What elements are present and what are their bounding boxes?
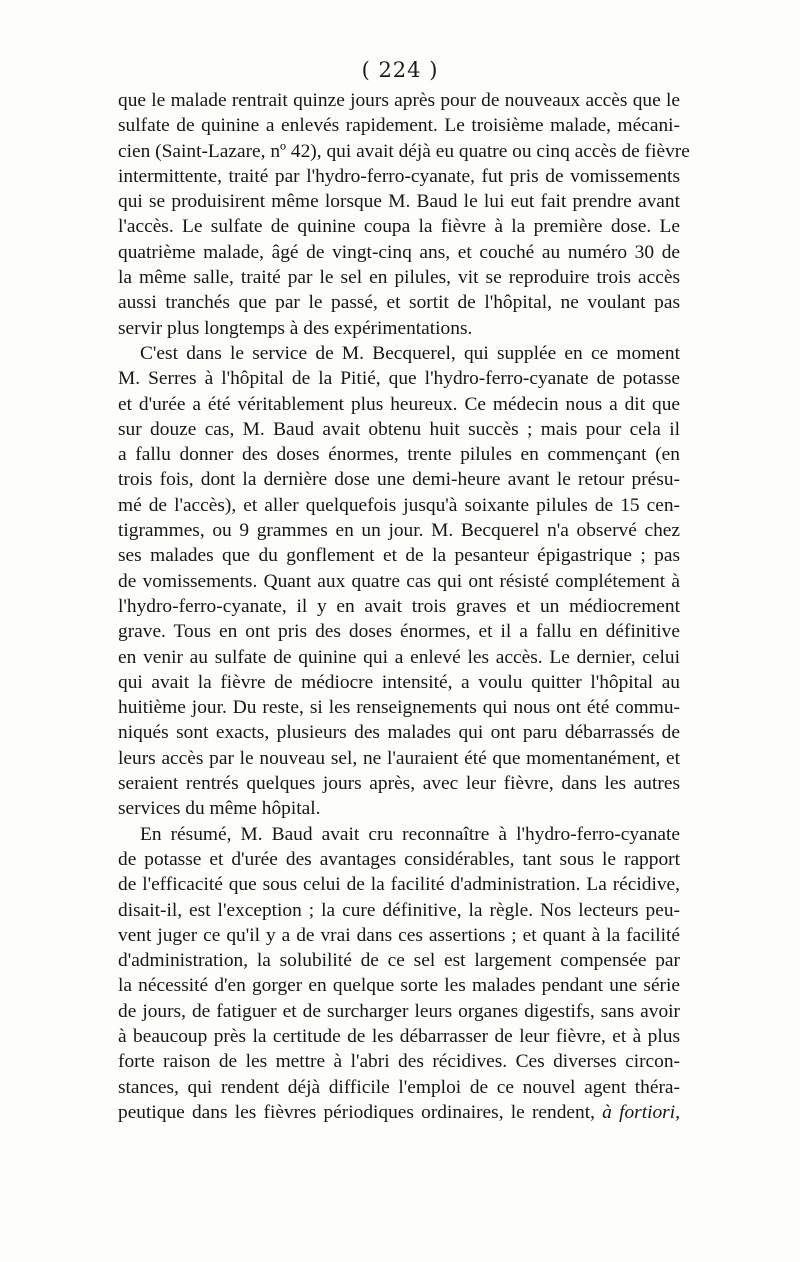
text-line-final (118, 1100, 680, 1125)
text-line: la nécessité d'en gorger en quelque sorte les malades pendant une série (118, 975, 680, 997)
text-line: aussi tranchés que par le passé, et sortit de l'hôpital, ne voulant pas (118, 292, 680, 314)
text-line: à beaucoup près la certitude de les débarrasser de leur fièvre, et à plus (118, 1025, 680, 1047)
text-line: l'hydro-ferro-cyanate, il y en avait trois graves et un médiocrement (118, 595, 680, 617)
text-line: et d'urée a été véritablement plus heureux. Ce médecin nous a dit que (118, 393, 680, 415)
text-line: quatrième malade, âgé de vingt-cinq ans, et couché au numéro 30 de (118, 241, 680, 263)
text-line: niqués sont exacts, plusieurs des malades qui ont paru débarrassés de (118, 722, 680, 744)
text-line: de l'efficacité que sous celui de la facilité d'administration. La récidive, (118, 874, 680, 896)
text-line: huitième jour. Du reste, si les renseignements qui nous ont été commu- (118, 697, 680, 719)
text-line: de vomissements. Quant aux quatre cas qui ont résisté complétement à (118, 570, 680, 592)
text-line: mé de l'accès), et aller quelquefois jusqu'à soixante pilules de 15 cen- (118, 494, 680, 516)
text-line: la même salle, traité par le sel en pilules, vit se reproduire trois accès (118, 267, 680, 289)
text-line: intermittente, traité par l'hydro-ferro-cyanate, fut pris de vomissements (118, 165, 680, 187)
text-line: forte raison de les mettre à l'abri des récidives. Ces diverses circon- (118, 1051, 680, 1073)
text-line: services du même hôpital. (118, 798, 321, 820)
text-line: a fallu donner des doses énormes, trente pilules en commençant (en (118, 444, 680, 466)
text-line: ses malades que du gonflement et de la pesanteur épigastrique ; pas (118, 545, 680, 567)
body-text (118, 88, 690, 1125)
text-line: disait-il, est l'exception ; la cure définitive, la règle. Nos lecteurs peu- (118, 899, 680, 921)
text-line: tigrammes, ou 9 grammes en un jour. M. Becquerel n'a observé chez (118, 520, 680, 542)
text-line: En résumé, M. Baud avait cru reconnaître à l'hydro-ferro-cyanate (140, 823, 680, 845)
text-line: en venir au sulfate de quinine qui a enlevé les accès. Le dernier, celui (118, 646, 680, 668)
text-line: leurs accès par le nouveau sel, ne l'auraient été que momentanément, et (118, 747, 680, 769)
text-line: stances, qui rendent déjà difficile l'emploi de ce nouvel agent théra- (118, 1076, 680, 1098)
text-line: qui avait la fièvre de médiocre intensité, a voulu quitter l'hôpital au (118, 671, 680, 693)
text-line: d'administration, la solubilité de ce sel est largement compensée par (118, 950, 680, 972)
text-line: qui se produisirent même lorsque M. Baud le lui eut fait prendre avant (118, 191, 680, 213)
text-line: C'est dans le service de M. Becquerel, qui supplée en ce moment (140, 342, 680, 364)
text-line: seraient rentrés quelques jours après, avec leur fièvre, dans les autres (118, 773, 680, 795)
text-line: vent juger ce qu'il y a de vrai dans ces assertions ; et quant à la facilité (118, 924, 680, 946)
text-line: l'accès. Le sulfate de quinine coupa la fièvre à la première dose. Le (118, 216, 680, 238)
italic-phrase: à fortiori, (602, 1101, 680, 1123)
text-line-final-roman: peutique dans les fièvres périodiques ordinaires, le rendent, (118, 1101, 595, 1123)
text-line: sulfate de quinine a enlevés rapidement. Le troisième malade, mécani- (118, 115, 680, 137)
text-line: trois fois, dont la dernière dose une demi-heure avant le retour présu- (118, 469, 680, 491)
text-line: que le malade rentrait quinze jours après pour de nouveaux accès que le (118, 90, 680, 111)
paragraph-1 (118, 88, 690, 341)
page-number: ( 224 ) (361, 58, 439, 82)
text-line: M. Serres à l'hôpital de la Pitié, que l'hydro-ferro-cyanate de potasse (118, 368, 680, 390)
text-line: cien (Saint-Lazare, nº 42), qui avait déjà eu quatre ou cinq accès de fièvre (118, 140, 690, 162)
text-line: servir plus longtemps à des expérimentations. (118, 317, 473, 339)
paragraph-2 (118, 341, 680, 822)
text-line: de potasse et d'urée des avantages considérables, tant sous le rapport (118, 848, 680, 870)
text-line: sur douze cas, M. Baud avait obtenu huit succès ; mais pour cela il (118, 418, 680, 440)
text-line: grave. Tous en ont pris des doses énormes, et il a fallu en définitive (118, 621, 680, 643)
text-line: de jours, de fatiguer et de surcharger leurs organes digestifs, sans avoir (118, 1000, 680, 1022)
paragraph-3 (118, 822, 680, 1126)
